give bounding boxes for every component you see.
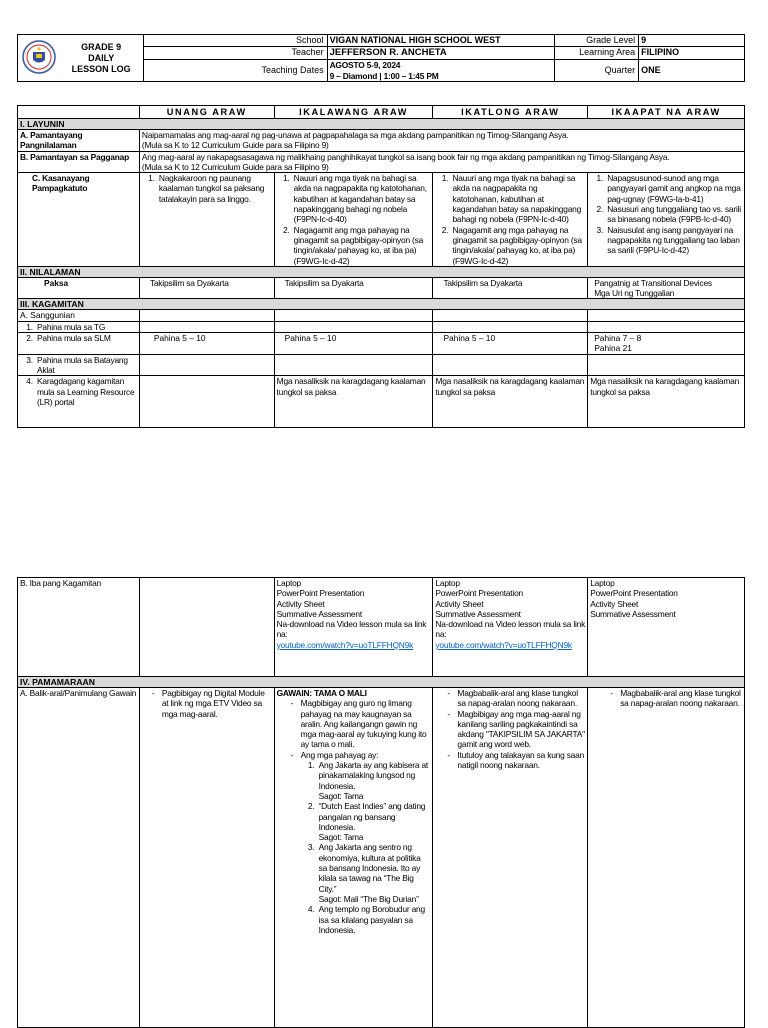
list-item: - Magbibigay ang mga mag-aaral ng kanilang sariling pagkakaintindi sa akdang "TAKIPSILIM SA JAKARTA" gamit ang word web.: [457, 709, 585, 750]
lr-day-4: Mga nasaliksik na karagdagang kaalaman tungkol sa paksa: [588, 376, 745, 428]
label-pahina-slm: [18, 333, 140, 355]
title-lesson-log: LESSON LOG: [71, 63, 131, 74]
performance-standard-text: Ang mag-aaral ay nakapagsasagawa ng malikhaing panghihikayat tungkol sa isang book fair ng mga akdang pampanitikan ng Timog-Silangang Asya.: [141, 151, 670, 162]
competency-day-3: [433, 173, 588, 267]
list-item: - Magbabalik-aral ang klase tungkol sa napag-aralan noong nakaraan.: [620, 688, 742, 709]
iba-day-3: [433, 578, 588, 677]
tg-day-4: [588, 321, 745, 332]
deped-seal-icon: [22, 40, 56, 74]
list-item: 2. Pahina mula sa SLM: [35, 333, 137, 343]
title-grade: GRADE 9: [81, 41, 122, 52]
video-link[interactable]: youtube.com/watch?v=uoTLFFHQN9k: [276, 639, 414, 650]
label-balik-aral: A. Balik-aral/Panimulang Gawain: [18, 688, 140, 1028]
performance-standard-source: (Mula sa K to 12 Curriculum Guide para sa Filipino 9): [141, 161, 329, 172]
slm-day-3: Pahina 5 – 10: [433, 333, 588, 355]
dates-line-2: 9 – Diamond | 1:00 – 1:45 PM: [329, 70, 439, 81]
statement-item: 2. “Dutch East Indies” ang dating pangalan ng bansang Indonesia. Sagot: Tama: [317, 801, 431, 842]
statements-intro: Ang mga pahayag ay:: [300, 749, 379, 760]
list-item: - Itutuloy ang talakayan sa kung saan natigil noong nakaraan.: [457, 750, 585, 771]
statement-item: 4. Ang templo ng Borobudur ang isa sa kilalang pasyalan sa Indonesia.: [317, 904, 431, 935]
slm-day-4-line-1: Pahina 7 – 8: [594, 333, 642, 344]
school-label: School: [143, 35, 327, 47]
school-value: VIGAN NATIONAL HIGH SCHOOL WEST: [327, 35, 555, 47]
iba-day-1: [139, 578, 274, 677]
list-item: 1. Napagsusunod-sunod ang mga pangyayari gamit ang angkop na mga pag-ugnay (F9WG-Ia-b-41): [605, 173, 742, 204]
dates-value: [327, 60, 555, 82]
label-pahina-tg: [18, 321, 140, 332]
list-item: 3. Naisusulat ang isang pangyayari na nagpapakita ng tunggaliang tao laban sa sarili (F9PU-Ic-d-42): [605, 225, 742, 256]
grade-value: 9: [639, 35, 745, 47]
competency-day-1: [139, 173, 274, 267]
label-pamantayang-pangnilalaman: A. Pamantayang Pangnilalaman: [18, 130, 140, 152]
paksa-day-3: Takipsilim sa Dyakarta: [433, 277, 588, 299]
paksa-day-2: Takipsilim sa Dyakarta: [274, 277, 433, 299]
list-item: - Magbibigay ang guro ng limang pahayag na may kaugnayan sa aralin. Ang kailangangn gawin ng mga mag-aaral ay tukuying kung ito ay tama o mali.: [301, 698, 431, 749]
content-standard-text: Naipamamalas ang mag-aaral ng pag-unawa at pagpapahalaga sa mga akdang pampanitikan ng Timog-Silangang Asya.: [141, 130, 569, 140]
label-pamantayan-sa-pagganap: B. Pamantayan sa Pagganap: [18, 151, 140, 173]
dates-label: Teaching Dates: [143, 60, 327, 82]
lesson-log-table: [17, 105, 745, 428]
list-item: 1. Nagkakaroon ng paunang kaalaman tungkol sa paksang tatalakayin para sa linggo.: [157, 173, 272, 204]
iba-day-2: [274, 578, 433, 677]
video-link[interactable]: youtube.com/watch?v=uoTLFFHQN9k: [435, 639, 572, 650]
lr-day-1: [139, 376, 274, 428]
iba-day-2-text: Laptop PowerPoint Presentation Activity Sheet Summative Assessment Na-download na Video lesson mula sa link na:: [276, 578, 427, 640]
balik-aral-day-3: [433, 688, 588, 1028]
balik-aral-day-4: [588, 688, 745, 1028]
sanggunian-day-2: [274, 310, 433, 321]
label-lr-portal: [18, 376, 140, 428]
teacher-value: JEFFERSON R. ANCHETA: [327, 47, 555, 60]
log-title: [59, 35, 143, 82]
grade-label: Grade Level: [555, 35, 639, 47]
balik-aral-day-1: [139, 688, 274, 1028]
aklat-day-1: [139, 354, 274, 376]
iba-day-3-text: Laptop PowerPoint Presentation Activity Sheet Summative Assessment Na-download na Video lesson mula sa link na:: [435, 578, 586, 640]
list-item: 3. Pahina mula sa Batayang Aklat: [35, 355, 137, 376]
paksa-day-4-line-1: Pangatnig at Transitional Devices: [594, 277, 712, 288]
lr-day-2: Mga nasaliksik na karagdagang kaalaman tungkol sa paksa: [274, 376, 433, 428]
area-value: FILIPINO: [639, 47, 745, 60]
iba-day-4: [588, 578, 745, 677]
list-item: 4. Karagdagang kagamitan mula sa Learning Resource (LR) portal: [35, 376, 137, 407]
aklat-day-4: [588, 354, 745, 376]
corner-cell: [18, 106, 140, 119]
tg-day-1: [139, 321, 274, 332]
list-item: 1. Nauuri ang mga tiyak na bahagi sa akda na nagpapakita ng katotohanan, kabutihan at kagandahan batay sa napakinggang bahagi ng nobela (F9PN-Ic-d-40): [292, 173, 431, 224]
statement-item: 1. Ang Jakarta ay ang kabisera at pinakamalaking lungsod ng Indonesia. Sagot: Tama: [317, 760, 431, 801]
title-daily: DAILY: [88, 52, 115, 63]
day-head-3: IKATLONG ARAW: [433, 106, 588, 119]
label-iba-pang-kagamitan: B. Iba pang Kagamitan: [18, 578, 140, 677]
slm-day-4-line-2: Pahina 21: [594, 343, 632, 354]
label-batayang-aklat: [18, 354, 140, 376]
section-layunin: I. LAYUNIN: [18, 119, 745, 130]
slm-day-1: Pahina 5 – 10: [139, 333, 274, 355]
slm-day-2: Pahina 5 – 10: [274, 333, 433, 355]
competency-day-2: [274, 173, 433, 267]
section-kagamitan: III. KAGAMITAN: [18, 299, 745, 310]
sanggunian-day-1: [139, 310, 274, 321]
paksa-day-4: [588, 277, 745, 299]
list-item: 1. Pahina mula sa TG: [35, 322, 137, 332]
section-pamamaraan: IV. PAMAMARAAN: [18, 677, 745, 688]
content-standard-source: (Mula sa K to 12 Curriculum Guide para sa Filipino 9): [141, 140, 329, 151]
balik-aral-day-2: [274, 688, 433, 1028]
statement-item: 3. Ang Jakarta ang sentro ng ekonomiya, kultura at politika sa bansang Indonesia. Ito ay kilala sa tawag na “The Big City.” Sagot: Mali “The Big Durian”: [317, 842, 431, 904]
lr-day-3: Mga nasaliksik na karagdagang kaalaman tungkol sa paksa: [433, 376, 588, 428]
quarter-label: Quarter: [555, 60, 639, 82]
slm-day-4: [588, 333, 745, 355]
sanggunian-day-3: [433, 310, 588, 321]
list-item: 2. Nasusuri ang tunggaliang tao vs. sarili sa binasang nobela (F9PB-Ic-d-40): [605, 204, 742, 225]
logo-cell: [18, 35, 60, 82]
performance-standard: [139, 151, 744, 173]
list-item: - Magbabalik-aral ang klase tungkol sa napag-aralan noong nakaraan.: [457, 688, 585, 709]
header-table: [17, 34, 745, 82]
label-paksa: Paksa: [18, 277, 140, 299]
list-item: [301, 750, 431, 935]
dates-line-1: AGOSTO 5-9, 2024: [329, 60, 401, 70]
section-nilalaman: II. NILALAMAN: [18, 266, 745, 277]
lesson-log-table-continued: [17, 577, 745, 1028]
aklat-day-3: [433, 354, 588, 376]
day-head-2: IKALAWANG ARAW: [274, 106, 433, 119]
list-item: 2. Nagagamit ang mga pahayag na ginagamit sa pagbibigay-opinyon (sa tingin/akala/ pahayag ko, at iba pa) (F9WG-Ic-d-42): [292, 225, 431, 266]
quarter-value: ONE: [639, 60, 745, 82]
sanggunian-day-4: [588, 310, 745, 321]
paksa-day-4-line-2: Mga Uri ng Tunggalian: [594, 288, 675, 299]
tg-day-2: [274, 321, 433, 332]
day-head-4: IKAAPAT NA ARAW: [588, 106, 745, 119]
list-item: 2. Nagagamit ang mga pahayag na ginagamit sa pagbibigay-opinyon (sa tingin/akala/ pahayag ko, at iba pa) (F9WG-Ic-d-42): [450, 225, 585, 266]
list-item: - Pagbibigay ng Digital Module at link ng mga ETV Video sa mga mag-aaral.: [162, 688, 272, 719]
aklat-day-2: [274, 354, 433, 376]
content-standard: [139, 130, 744, 152]
area-label: Learning Area: [555, 47, 639, 60]
activity-title: GAWAIN: TAMA O MALI: [276, 688, 367, 698]
iba-day-4-text: Laptop PowerPoint Presentation Activity Sheet Summative Assessment: [590, 578, 678, 619]
label-sanggunian: A. Sanggunian: [18, 310, 140, 321]
day-head-1: UNANG ARAW: [139, 106, 274, 119]
paksa-day-1: Takipsilim sa Dyakarta: [139, 277, 274, 299]
list-item: 1. Nauuri ang mga tiyak na bahagi sa akda na nagpapakita ng katotohanan, kabutihan at kagandahan batay sa napakinggang bahagi ng nobela (F9PN-Ic-d-40): [450, 173, 585, 224]
tg-day-3: [433, 321, 588, 332]
teacher-label: Teacher: [143, 47, 327, 60]
competency-day-4: [588, 173, 745, 267]
label-kasanayang-pampagkatuto: C. Kasanayang Pampagkatuto: [18, 173, 140, 267]
